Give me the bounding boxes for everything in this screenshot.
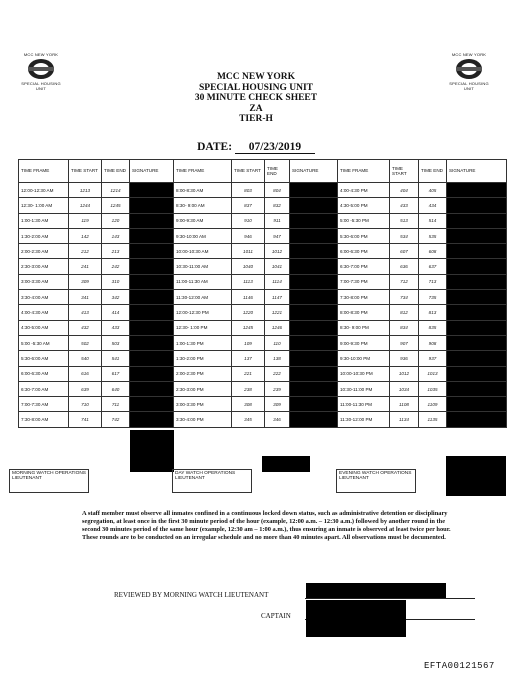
time-frame-cell: 10:30-11:00 AM	[174, 259, 232, 274]
time-start-cell: 212	[69, 244, 102, 259]
table-row	[19, 366, 507, 381]
time-start-cell: 607	[390, 244, 419, 259]
signature-redacted-cell	[130, 335, 174, 350]
signature-redacted-cell	[290, 412, 338, 427]
time-frame-cell: 2:30-3:00 AM	[19, 259, 69, 274]
time-frame-cell: 3:30-4:00 PM	[174, 412, 232, 427]
signature-redacted-cell	[290, 274, 338, 289]
signature-redacted-cell	[447, 290, 507, 305]
reviewed-by-label: REVIEWED BY MORNING WATCH LIEUTENANT	[114, 591, 269, 599]
time-frame-cell: 1:00-1:30 PM	[174, 335, 232, 350]
time-start-cell: 803	[232, 183, 265, 198]
seal-top-text: MCC NEW YORK	[23, 52, 59, 57]
time-frame-cell: 12:30- 1:00 AM	[19, 198, 69, 213]
time-end-cell: 608	[419, 244, 447, 259]
table-row	[19, 335, 507, 350]
time-end-cell: 1135	[419, 412, 447, 427]
redaction-block	[262, 456, 310, 472]
signature-redacted-cell	[130, 290, 174, 305]
signature-redacted-cell	[130, 366, 174, 381]
signature-redacted-cell	[290, 320, 338, 335]
time-start-cell: 1244	[69, 198, 102, 213]
time-frame-cell: 6:00-6:30 AM	[19, 366, 69, 381]
time-end-cell: 742	[102, 412, 130, 427]
time-frame-cell: 2:00-2:30 AM	[19, 244, 69, 259]
time-start-cell: 734	[390, 290, 419, 305]
table-body	[19, 183, 507, 428]
time-start-cell: 119	[69, 213, 102, 228]
time-end-cell: 1245	[102, 198, 130, 213]
time-start-cell: 910	[232, 213, 265, 228]
header-tier: TIER-H	[239, 114, 273, 124]
time-frame-cell: 1:30-2:00 PM	[174, 351, 232, 366]
time-end-cell: 346	[265, 412, 290, 427]
time-end-cell: 242	[102, 259, 130, 274]
signature-redacted-cell	[130, 198, 174, 213]
time-frame-cell: 5:30-6:00 PM	[338, 228, 390, 243]
time-end-cell: 541	[102, 351, 130, 366]
time-start-cell: 636	[390, 259, 419, 274]
signature-redacted-cell	[290, 351, 338, 366]
time-frame-cell: 4:30-5:00 AM	[19, 320, 69, 335]
signature-redacted-cell	[130, 351, 174, 366]
time-frame-cell: 11:00-11:30 AM	[174, 274, 232, 289]
col-time-start: TIME START	[232, 160, 265, 183]
time-frame-cell: 8:00-8:30 AM	[174, 183, 232, 198]
table-row	[19, 320, 507, 335]
signature-redacted-cell	[130, 320, 174, 335]
time-end-cell: 832	[265, 198, 290, 213]
time-end-cell: 640	[102, 381, 130, 396]
time-end-cell: 503	[102, 335, 130, 350]
signature-redacted-cell	[130, 274, 174, 289]
time-end-cell: 310	[102, 274, 130, 289]
time-frame-cell: 7:30-8:00 PM	[338, 290, 390, 305]
signature-redacted-cell	[290, 198, 338, 213]
time-start-cell: 1040	[232, 259, 265, 274]
time-frame-cell: 8:30- 9:00 AM	[174, 198, 232, 213]
redaction-block	[306, 583, 446, 598]
time-frame-cell: 9:30-10:00 AM	[174, 228, 232, 243]
signature-redacted-cell	[447, 183, 507, 198]
time-frame-cell: 2:00-2:30 PM	[174, 366, 232, 381]
table-row	[19, 244, 507, 259]
time-start-cell: 432	[69, 320, 102, 335]
time-start-cell: 308	[232, 397, 265, 412]
time-frame-cell: 2:30-3:00 PM	[174, 381, 232, 396]
time-end-cell: 617	[102, 366, 130, 381]
table-header-row	[19, 160, 507, 183]
time-frame-cell: 6:00-6:30 PM	[338, 244, 390, 259]
time-frame-cell: 3:30-4:00 AM	[19, 290, 69, 305]
table-row	[19, 290, 507, 305]
time-frame-cell: 11:00-11:30 PM	[338, 397, 390, 412]
time-start-cell: 837	[232, 198, 265, 213]
time-start-cell: 936	[390, 351, 419, 366]
time-frame-cell: 7:00-7:30 AM	[19, 397, 69, 412]
col-time-end: TIME END	[265, 160, 290, 183]
time-start-cell: 540	[69, 351, 102, 366]
signature-redacted-cell	[130, 183, 174, 198]
time-frame-cell: 1:30-2:00 AM	[19, 228, 69, 243]
signature-redacted-cell	[447, 274, 507, 289]
table-row	[19, 198, 507, 213]
signature-redacted-cell	[290, 259, 338, 274]
table-row	[19, 213, 507, 228]
time-end-cell: 713	[419, 274, 447, 289]
signature-redacted-cell	[290, 335, 338, 350]
evening-watch-box: EVENING WATCH OPERATIONS LIEUTENANT	[336, 469, 416, 493]
signature-redacted-cell	[290, 397, 338, 412]
signature-redacted-cell	[447, 244, 507, 259]
morning-watch-box: MORNING WATCH OPERATIONS LIEUTENANT	[9, 469, 89, 493]
time-frame-cell: 5:30-6:00 AM	[19, 351, 69, 366]
signature-redacted-cell	[290, 183, 338, 198]
signature-redacted-cell	[290, 213, 338, 228]
seal-top-text: MCC NEW YORK	[451, 52, 487, 57]
time-start-cell: 502	[69, 335, 102, 350]
table-row	[19, 305, 507, 320]
col-signature: SIGNATURE	[130, 160, 174, 183]
col-time-start: TIME START	[390, 160, 419, 183]
time-start-cell: 946	[232, 228, 265, 243]
seal-bottom-text: SPECIAL HOUSING UNIT	[449, 81, 489, 91]
signature-redacted-cell	[130, 213, 174, 228]
table-row	[19, 183, 507, 198]
time-frame-cell: 5:00 -5:30 AM	[19, 335, 69, 350]
time-end-cell: 911	[265, 213, 290, 228]
time-start-cell: 345	[232, 412, 265, 427]
signature-redacted-cell	[447, 351, 507, 366]
reviewed-by-line	[305, 598, 475, 599]
signature-redacted-cell	[130, 259, 174, 274]
time-end-cell: 835	[419, 320, 447, 335]
signature-redacted-cell	[447, 320, 507, 335]
time-end-cell: 1147	[265, 290, 290, 305]
time-start-cell: 309	[69, 274, 102, 289]
signature-redacted-cell	[447, 198, 507, 213]
time-end-cell: 1246	[265, 320, 290, 335]
signature-redacted-cell	[447, 412, 507, 427]
signature-redacted-cell	[447, 213, 507, 228]
time-frame-cell: 6:30-7:00 PM	[338, 259, 390, 274]
signature-redacted-cell	[447, 366, 507, 381]
time-frame-cell: 8:00-8:30 PM	[338, 305, 390, 320]
col-time-frame: TIME FRAME	[19, 160, 69, 183]
time-end-cell: 143	[102, 228, 130, 243]
time-frame-cell: 9:00-9:30 PM	[338, 335, 390, 350]
time-start-cell: 1034	[390, 381, 419, 396]
time-start-cell: 907	[390, 335, 419, 350]
redaction-block	[446, 456, 506, 496]
time-start-cell: 741	[69, 412, 102, 427]
time-end-cell: 1221	[265, 305, 290, 320]
time-frame-cell: 9:30-10:00 PM	[338, 351, 390, 366]
time-start-cell: 1011	[232, 244, 265, 259]
time-frame-cell: 12:00-12:30 AM	[19, 183, 69, 198]
time-end-cell: 711	[102, 397, 130, 412]
document-header	[0, 72, 512, 125]
table-row	[19, 412, 507, 427]
signature-redacted-cell	[130, 244, 174, 259]
time-start-cell: 1012	[390, 366, 419, 381]
table-row	[19, 397, 507, 412]
signature-redacted-cell	[130, 412, 174, 427]
check-sheet-table	[18, 159, 507, 428]
table-row	[19, 351, 507, 366]
col-signature: SIGNATURE	[447, 160, 507, 183]
signature-redacted-cell	[447, 259, 507, 274]
time-frame-cell: 6:30-7:00 AM	[19, 381, 69, 396]
time-start-cell: 1213	[69, 183, 102, 198]
time-end-cell: 1214	[102, 183, 130, 198]
redaction-block	[130, 430, 174, 472]
time-start-cell: 341	[69, 290, 102, 305]
table-row	[19, 381, 507, 396]
time-start-cell: 1108	[390, 397, 419, 412]
time-end-cell: 535	[419, 228, 447, 243]
time-start-cell: 238	[232, 381, 265, 396]
time-end-cell: 110	[265, 335, 290, 350]
time-end-cell: 342	[102, 290, 130, 305]
time-end-cell: 433	[102, 320, 130, 335]
signature-redacted-cell	[447, 397, 507, 412]
time-end-cell: 804	[265, 183, 290, 198]
time-end-cell: 735	[419, 290, 447, 305]
time-end-cell: 222	[265, 366, 290, 381]
time-start-cell: 433	[390, 198, 419, 213]
time-end-cell: 434	[419, 198, 447, 213]
time-start-cell: 1245	[232, 320, 265, 335]
document-id: EFTA00121567	[424, 661, 495, 671]
time-start-cell: 1134	[390, 412, 419, 427]
signature-redacted-cell	[447, 381, 507, 396]
signature-redacted-cell	[130, 397, 174, 412]
header-za: ZA	[249, 103, 263, 114]
time-end-cell: 937	[419, 351, 447, 366]
col-time-frame: TIME FRAME	[338, 160, 390, 183]
time-start-cell: 221	[232, 366, 265, 381]
captain-label: CAPTAIN	[261, 612, 291, 620]
time-frame-cell: 5:00 -5:30 PM	[338, 213, 390, 228]
col-time-frame: TIME FRAME	[174, 160, 232, 183]
signature-redacted-cell	[290, 290, 338, 305]
signature-redacted-cell	[447, 305, 507, 320]
time-frame-cell: 12:30- 1:00 PM	[174, 320, 232, 335]
signature-redacted-cell	[130, 305, 174, 320]
time-frame-cell: 8:30- 9:00 PM	[338, 320, 390, 335]
signature-redacted-cell	[130, 381, 174, 396]
time-end-cell: 1041	[265, 259, 290, 274]
header-facility: MCC NEW YORK	[216, 72, 296, 82]
time-start-cell: 413	[69, 305, 102, 320]
time-start-cell: 1113	[232, 274, 265, 289]
time-end-cell: 1114	[265, 274, 290, 289]
time-start-cell: 712	[390, 274, 419, 289]
col-time-start: TIME START	[69, 160, 102, 183]
signature-redacted-cell	[447, 335, 507, 350]
redaction-block	[306, 600, 406, 637]
date-line	[0, 141, 512, 154]
signature-redacted-cell	[290, 244, 338, 259]
time-end-cell: 414	[102, 305, 130, 320]
time-frame-cell: 4:00-4:30 PM	[338, 183, 390, 198]
time-start-cell: 1220	[232, 305, 265, 320]
signature-redacted-cell	[290, 228, 338, 243]
time-start-cell: 834	[390, 320, 419, 335]
time-start-cell: 710	[69, 397, 102, 412]
time-start-cell: 137	[232, 351, 265, 366]
time-frame-cell: 4:00-4:30 AM	[19, 305, 69, 320]
time-end-cell: 138	[265, 351, 290, 366]
time-frame-cell: 1:00-1:30 AM	[19, 213, 69, 228]
time-frame-cell: 4:30-5:00 PM	[338, 198, 390, 213]
signature-redacted-cell	[290, 366, 338, 381]
seal-bottom-text: SPECIAL HOUSING UNIT	[21, 81, 61, 91]
time-frame-cell: 10:00-10:30 PM	[338, 366, 390, 381]
signature-redacted-cell	[290, 381, 338, 396]
time-end-cell: 908	[419, 335, 447, 350]
time-start-cell: 241	[69, 259, 102, 274]
time-end-cell: 1035	[419, 381, 447, 396]
signature-redacted-cell	[447, 228, 507, 243]
time-frame-cell: 3:00-3:30 PM	[174, 397, 232, 412]
time-end-cell: 213	[102, 244, 130, 259]
day-watch-box: DAY WATCH OPERATIONS LIEUTENANT	[172, 469, 252, 493]
time-end-cell: 637	[419, 259, 447, 274]
date-label: DATE:	[197, 141, 233, 153]
table-row	[19, 274, 507, 289]
time-start-cell: 534	[390, 228, 419, 243]
time-frame-cell: 7:30-8:00 AM	[19, 412, 69, 427]
signature-redacted-cell	[290, 305, 338, 320]
time-start-cell: 812	[390, 305, 419, 320]
time-end-cell: 309	[265, 397, 290, 412]
time-end-cell: 120	[102, 213, 130, 228]
observation-notice: A staff member must observe all inmates confined in a continuous locked down status, such as administrative detention or disciplinary segregation, at least once in the first 30 minute period of the hour (example, 12:00 a.m. – 12:30 a.m.) followed by another round in the second 30 minutes period of the same hour (example, 12:30 am – 1:00 a.m.), thus ensuring an inmate is observed at least twice per hour. These rounds are to be conducted on an irregular schedule and no more than 40 minutes apart. All observations must be documented.	[82, 510, 451, 541]
time-start-cell: 109	[232, 335, 265, 350]
time-end-cell: 239	[265, 381, 290, 396]
header-sheet-title: 30 MINUTE CHECK SHEET	[194, 93, 318, 103]
time-frame-cell: 11:30-12:00 PM	[338, 412, 390, 427]
time-frame-cell: 7:00-7:30 PM	[338, 274, 390, 289]
header-unit: SPECIAL HOUSING UNIT	[198, 82, 314, 93]
time-start-cell: 1146	[232, 290, 265, 305]
time-frame-cell: 11:30-12:00 AM	[174, 290, 232, 305]
time-start-cell: 639	[69, 381, 102, 396]
time-end-cell: 405	[419, 183, 447, 198]
time-frame-cell: 10:30-11:00 PM	[338, 381, 390, 396]
time-start-cell: 404	[390, 183, 419, 198]
col-time-end: TIME END	[419, 160, 447, 183]
time-start-cell: 616	[69, 366, 102, 381]
signature-redacted-cell	[130, 228, 174, 243]
col-signature: SIGNATURE	[290, 160, 338, 183]
col-time-end: TIME END	[102, 160, 130, 183]
time-end-cell: 1109	[419, 397, 447, 412]
time-frame-cell: 9:00-9:30 AM	[174, 213, 232, 228]
time-end-cell: 514	[419, 213, 447, 228]
time-end-cell: 813	[419, 305, 447, 320]
time-frame-cell: 12:00-12:30 PM	[174, 305, 232, 320]
table-row	[19, 228, 507, 243]
time-end-cell: 1013	[419, 366, 447, 381]
time-frame-cell: 3:00-3:30 AM	[19, 274, 69, 289]
time-end-cell: 1012	[265, 244, 290, 259]
date-value: 07/23/2019	[235, 141, 315, 154]
time-end-cell: 947	[265, 228, 290, 243]
table-row	[19, 259, 507, 274]
time-start-cell: 142	[69, 228, 102, 243]
time-frame-cell: 10:00-10:30 AM	[174, 244, 232, 259]
time-start-cell: 513	[390, 213, 419, 228]
